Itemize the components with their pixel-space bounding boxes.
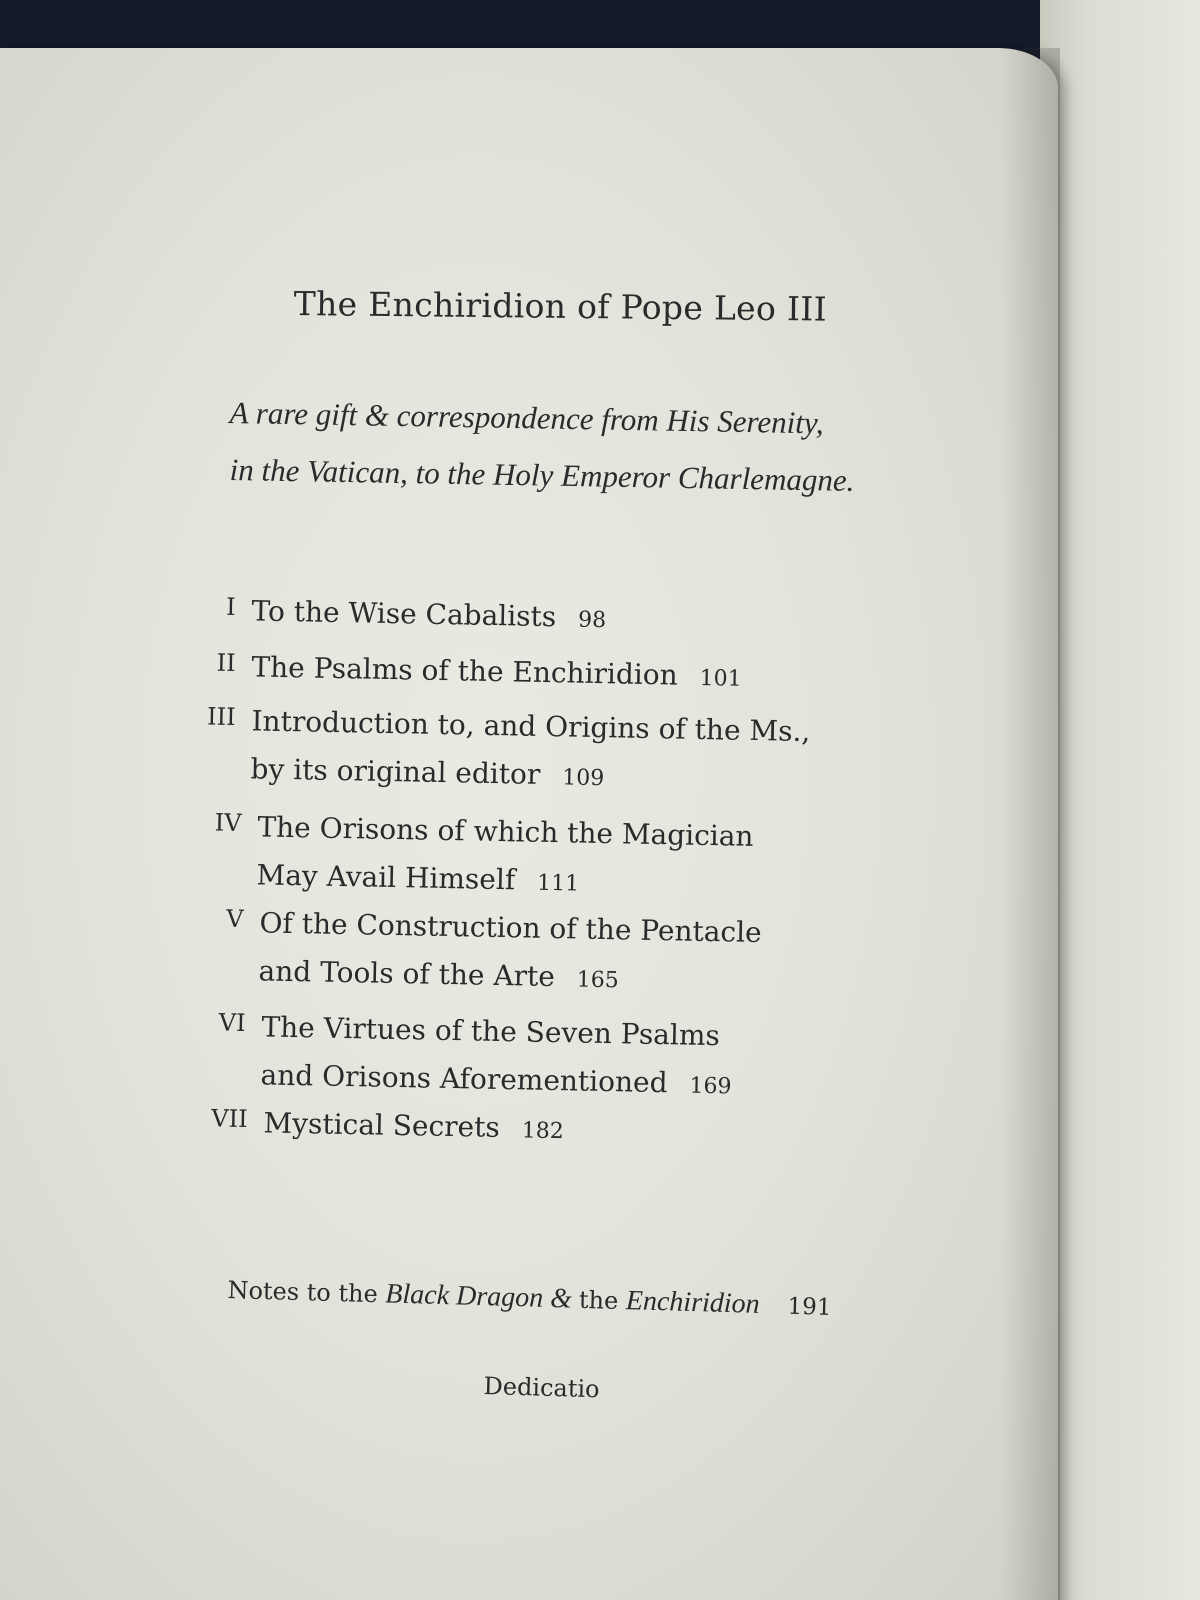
toc-numeral: VI xyxy=(218,1008,246,1038)
notes-italic-title-1: Black Dragon xyxy=(384,1278,544,1314)
subtitle-line-1: A rare gift & correspondence from His Serenity, xyxy=(229,395,825,441)
notes-prefix: Notes to the xyxy=(227,1275,386,1309)
toc-line: The Orisons of which the Magician xyxy=(257,810,754,853)
toc-page-number: 98 xyxy=(577,607,607,634)
section-title: The Enchiridion of Pope Leo III xyxy=(293,284,828,329)
notes-italic-title-2: Enchiridion xyxy=(625,1285,761,1320)
toc-line: To the Wise Cabalists xyxy=(251,594,557,634)
toc-text xyxy=(258,899,762,1008)
notes-ampersand: & xyxy=(542,1282,580,1315)
toc-line: Introduction to, and Origins of the Ms., xyxy=(251,704,811,749)
toc-line: by its original editor xyxy=(250,752,541,791)
toc-line: Of the Construction of the Pentacle xyxy=(259,906,762,950)
toc-text xyxy=(251,643,742,703)
toc-numeral: III xyxy=(206,702,236,732)
facing-page-edge xyxy=(1040,0,1200,1600)
toc-text xyxy=(260,1003,733,1111)
toc-text xyxy=(250,697,811,807)
subtitle-line-2: in the Vatican, to the Holy Emperor Charlemagne. xyxy=(229,452,855,498)
toc-page-number: 111 xyxy=(536,870,580,897)
toc-line: May Avail Himself xyxy=(256,858,516,897)
toc-page-number: 182 xyxy=(521,1118,564,1145)
table-of-contents xyxy=(180,0,900,1600)
toc-text xyxy=(256,803,754,912)
toc-numeral: V xyxy=(225,904,244,934)
toc-line: Mystical Secrets xyxy=(263,1106,501,1144)
toc-text xyxy=(251,587,607,645)
toc-page-number: 109 xyxy=(561,765,605,792)
toc-numeral: VII xyxy=(211,1104,248,1134)
toc-page-number: 169 xyxy=(689,1073,732,1100)
toc-line: The Virtues of the Seven Psalms xyxy=(261,1010,721,1053)
toc-numeral: I xyxy=(225,592,236,622)
notes-middle: the xyxy=(578,1285,627,1316)
toc-line: and Orisons Aforementioned xyxy=(260,1058,668,1100)
toc-numeral: IV xyxy=(214,808,242,838)
toc-line: The Psalms of the Enchiridion xyxy=(251,650,679,692)
toc-text xyxy=(263,1099,564,1156)
notes-page-number: 191 xyxy=(787,1293,832,1321)
dedicatio-heading: Dedicatio xyxy=(483,1372,600,1404)
toc-page-number: 101 xyxy=(699,665,742,692)
toc-line: and Tools of the Arte xyxy=(258,954,556,994)
toc-numeral: II xyxy=(216,648,236,678)
toc-page-number: 165 xyxy=(576,967,620,994)
